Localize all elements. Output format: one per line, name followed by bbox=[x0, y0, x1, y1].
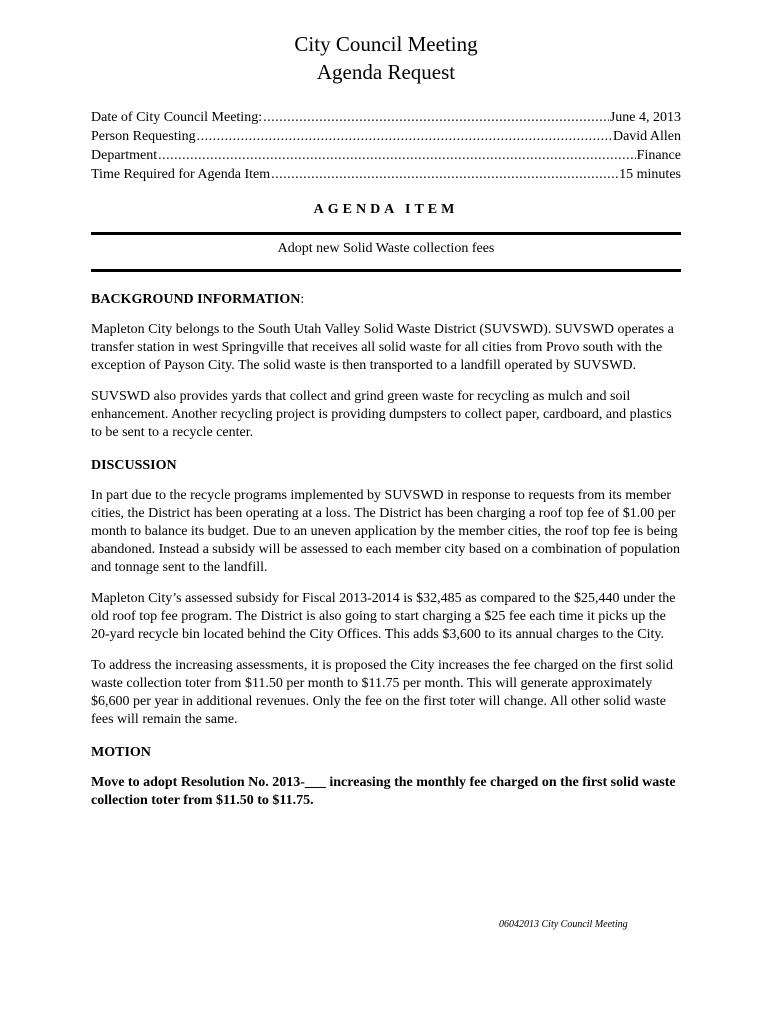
background-paragraph-1: Mapleton City belongs to the South Utah Valley Solid Waste District (SUVSWD). SUVSWD operates a transfer station in west Springville that receives all solid waste for all cities from Provo south with the exception of Payson City. The solid waste is then transported to a landfill operated by SUVSWD. bbox=[91, 322, 674, 373]
divider-top bbox=[91, 232, 681, 235]
meta-label: Person Requesting bbox=[91, 129, 196, 144]
meta-label: Date of City Council Meeting: bbox=[91, 110, 263, 125]
agenda-request-document bbox=[91, 30, 681, 810]
meta-row-person bbox=[91, 127, 681, 146]
discussion-heading: DISCUSSION bbox=[91, 458, 177, 473]
meta-value: June 4, 2013 bbox=[609, 110, 681, 125]
meta-label: Time Required for Agenda Item bbox=[91, 167, 271, 182]
document-title bbox=[91, 30, 681, 86]
discussion-paragraph-3: To address the increasing assessments, it is proposed the City increases the fee charged on the first solid waste collection toter from $11.50 per month to $11.75 per month. This will generate approximately $6,600 per year in additional revenues. Only the fee on the first toter will change. All other solid waste fees will remain the same. bbox=[91, 658, 673, 727]
background-heading: BACKGROUND INFORMATION: bbox=[91, 292, 305, 307]
discussion-paragraph-1: In part due to the recycle programs implemented by SUVSWD in response to requests from its member cities, the District has been operating at a loss. The District has been charging a roof top fee of $1.00 per month to balance its budget. Due to an uneven application by the member cities, the roof top fee is being abandoned. Instead a subsidy will be assessed to each member city based on a combination of population and tonnage sent to the landfill. bbox=[91, 488, 681, 575]
meta-row-time bbox=[91, 165, 681, 184]
meta-row-date bbox=[91, 108, 681, 127]
agenda-item-heading: AGENDA ITEM bbox=[313, 202, 459, 217]
discussion-paragraph-2: Mapleton City’s assessed subsidy for Fiscal 2013-2014 is $32,485 as compared to the $25,440 under the old roof top fee program. The District is also going to start charging a $25 fee each time it picks up the 20-yard recycle bin located behind the City Offices. This adds $3,600 to its annual charges to the City. bbox=[91, 591, 676, 642]
meta-value: 15 minutes bbox=[619, 167, 681, 182]
meta-value: Finance bbox=[636, 148, 681, 163]
footer-note: 06042013 City Council Meeting bbox=[499, 919, 628, 930]
meta-value: David Allen bbox=[612, 129, 681, 144]
background-paragraph-2: SUVSWD also provides yards that collect and grind green waste for recycling as mulch and soil enhancement. Another recycling project is providing dumpsters to collect paper, cardboard, and plastics to be sent to a recycle center. bbox=[91, 389, 672, 440]
meta-row-department bbox=[91, 146, 681, 165]
agenda-item-text: Adopt new Solid Waste collection fees bbox=[277, 241, 495, 256]
motion-text: Move to adopt Resolution No. 2013-___ increasing the monthly fee charged on the first solid waste collection toter from $11.50 to $11.75. bbox=[91, 775, 676, 808]
meta-label: Department bbox=[91, 148, 158, 163]
motion-heading: MOTION bbox=[91, 745, 151, 760]
title-line-1: City Council Meeting bbox=[294, 32, 478, 56]
meeting-details bbox=[91, 108, 681, 184]
title-line-2: Agenda Request bbox=[316, 60, 456, 84]
divider-bottom bbox=[91, 269, 681, 272]
